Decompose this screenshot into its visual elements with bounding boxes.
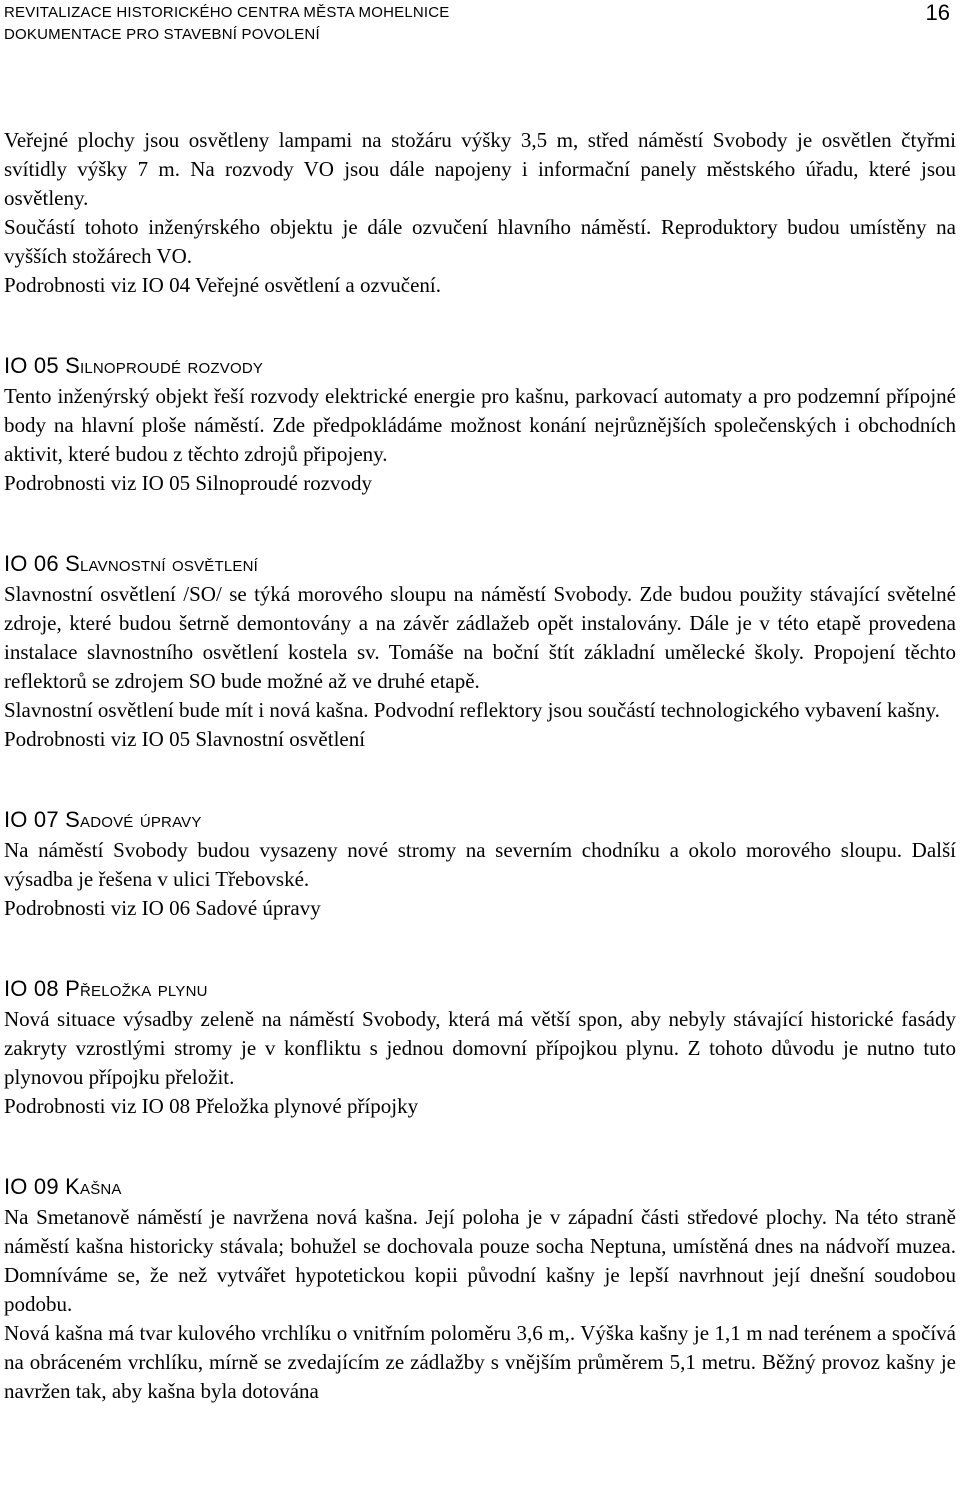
page-number: 16: [925, 0, 950, 25]
section-io09-paragraph-shape: Nová kašna má tvar kulového vrchlíku o vnitřním poloměru 3,6 m,. Výška kašny je 1,1 m nad terénem a spočívá na obráceném vrchlíku, mírně se zvedajícím ze zádlažby s vnějším průměrem 5,1 metru. Běžný provoz kašny je navržen tak, aby kašna byla dotována: [4, 1321, 956, 1403]
section-io07-reference: Podrobnosti viz IO 06 Sadové úpravy: [4, 896, 321, 920]
intro-paragraph-lighting: Veřejné plochy jsou osvětleny lampami na stožáru výšky 3,5 m, střed náměstí Svobody je osvětlen čtyřmi svítidly výšky 7 m. Na rozvody VO jsou dále napojeny i informační panely městského úřadu, které jsou osvětleny.: [4, 128, 956, 210]
header-document-type: DOKUMENTACE PRO STAVEBNÍ POVOLENÍ: [4, 26, 320, 43]
section-io06-reference: Podrobnosti viz IO 05 Slavnostní osvětlení: [4, 727, 366, 751]
section-io07-paragraph: Na náměstí Svobody budou vysazeny nové stromy na severním chodníku a okolo morového sloupu. Další výsadba je řešena v ulici Třebovské.: [4, 838, 956, 891]
header-project-title: REVITALIZACE HISTORICKÉHO CENTRA MĚSTA MOHELNICE: [4, 4, 450, 21]
section-heading-io08: IO 08 Přeložka plynu: [4, 976, 208, 1001]
section-io09-paragraph: Na Smetanově náměstí je navržena nová kašna. Její poloha je v západní části středové plochy. Na této straně náměstí kašna historicky stávala; bohužel se dochovala pouze socha Neptuna, umístěná dnes na nádvoří muzea. Domníváme se, že než vytvářet hypotetickou kopii původní kašny je lepší navrhnout její dnešní soudobou podobu.: [4, 1205, 956, 1316]
section-heading-io09: IO 09 Kašna: [4, 1174, 122, 1199]
section-io06-paragraph: Slavnostní osvětlení /SO/ se týká morového sloupu na náměstí Svobody. Zde budou použity stávající světelné zdroje, které budou šetrně demontovány a na závěr zádlažeb opět instalovány. Dále je v této etapě provedena instalace slavnostního osvětlení kostela sv. Tomáše na boční štít základní umělecké školy. Propojení těchto reflektorů se zdrojem SO bude možné až ve druhé etapě.: [4, 582, 956, 693]
section-io05: [4, 352, 956, 498]
section-io08: [4, 975, 956, 1121]
section-io09: [4, 1173, 956, 1406]
section-io08-paragraph: Nová situace výsadby zeleně na náměstí Svobody, která má větší spon, aby nebyly stávající historické fasády zakryty vzrostlými stromy je v konfliktu s jednou domovní přípojkou plynu. Z tohoto důvodu je nutno tuto plynovou přípojku přeložit.: [4, 1007, 956, 1089]
section-io05-paragraph: Tento inženýrský objekt řeší rozvody elektrické energie pro kašnu, parkovací automaty a pro podzemní přípojné body na hlavní ploše náměstí. Zde předpokládáme možnost konání nejrůznějších společenských i obchodních aktivit, které budou z těchto zdrojů připojeny.: [4, 384, 956, 466]
section-io05-reference: Podrobnosti viz IO 05 Silnoproudé rozvody: [4, 471, 373, 495]
section-heading-io05: IO 05 Silnoproudé rozvody: [4, 353, 264, 378]
section-io07: [4, 806, 956, 923]
section-heading-io06: IO 06 Slavnostní osvětlení: [4, 551, 259, 576]
section-io08-reference: Podrobnosti viz IO 08 Přeložka plynové přípojky: [4, 1094, 419, 1118]
section-io06: [4, 550, 956, 754]
section-io06-paragraph-fountain: Slavnostní osvětlení bude mít i nová kašna. Podvodní reflektory jsou součástí technologického vybavení kašny.: [4, 698, 940, 722]
intro-paragraph-sound: Součástí tohoto inženýrského objektu je dále ozvučení hlavního náměstí. Reproduktory budou umístěny na vyšších stožárech VO.: [4, 215, 956, 268]
page-header: [4, 2, 956, 46]
section-heading-io07: IO 07 Sadové úpravy: [4, 807, 202, 832]
document-body: [4, 126, 956, 1406]
intro-section: [4, 126, 956, 300]
intro-reference: Podrobnosti viz IO 04 Veřejné osvětlení a ozvučení.: [4, 273, 442, 297]
